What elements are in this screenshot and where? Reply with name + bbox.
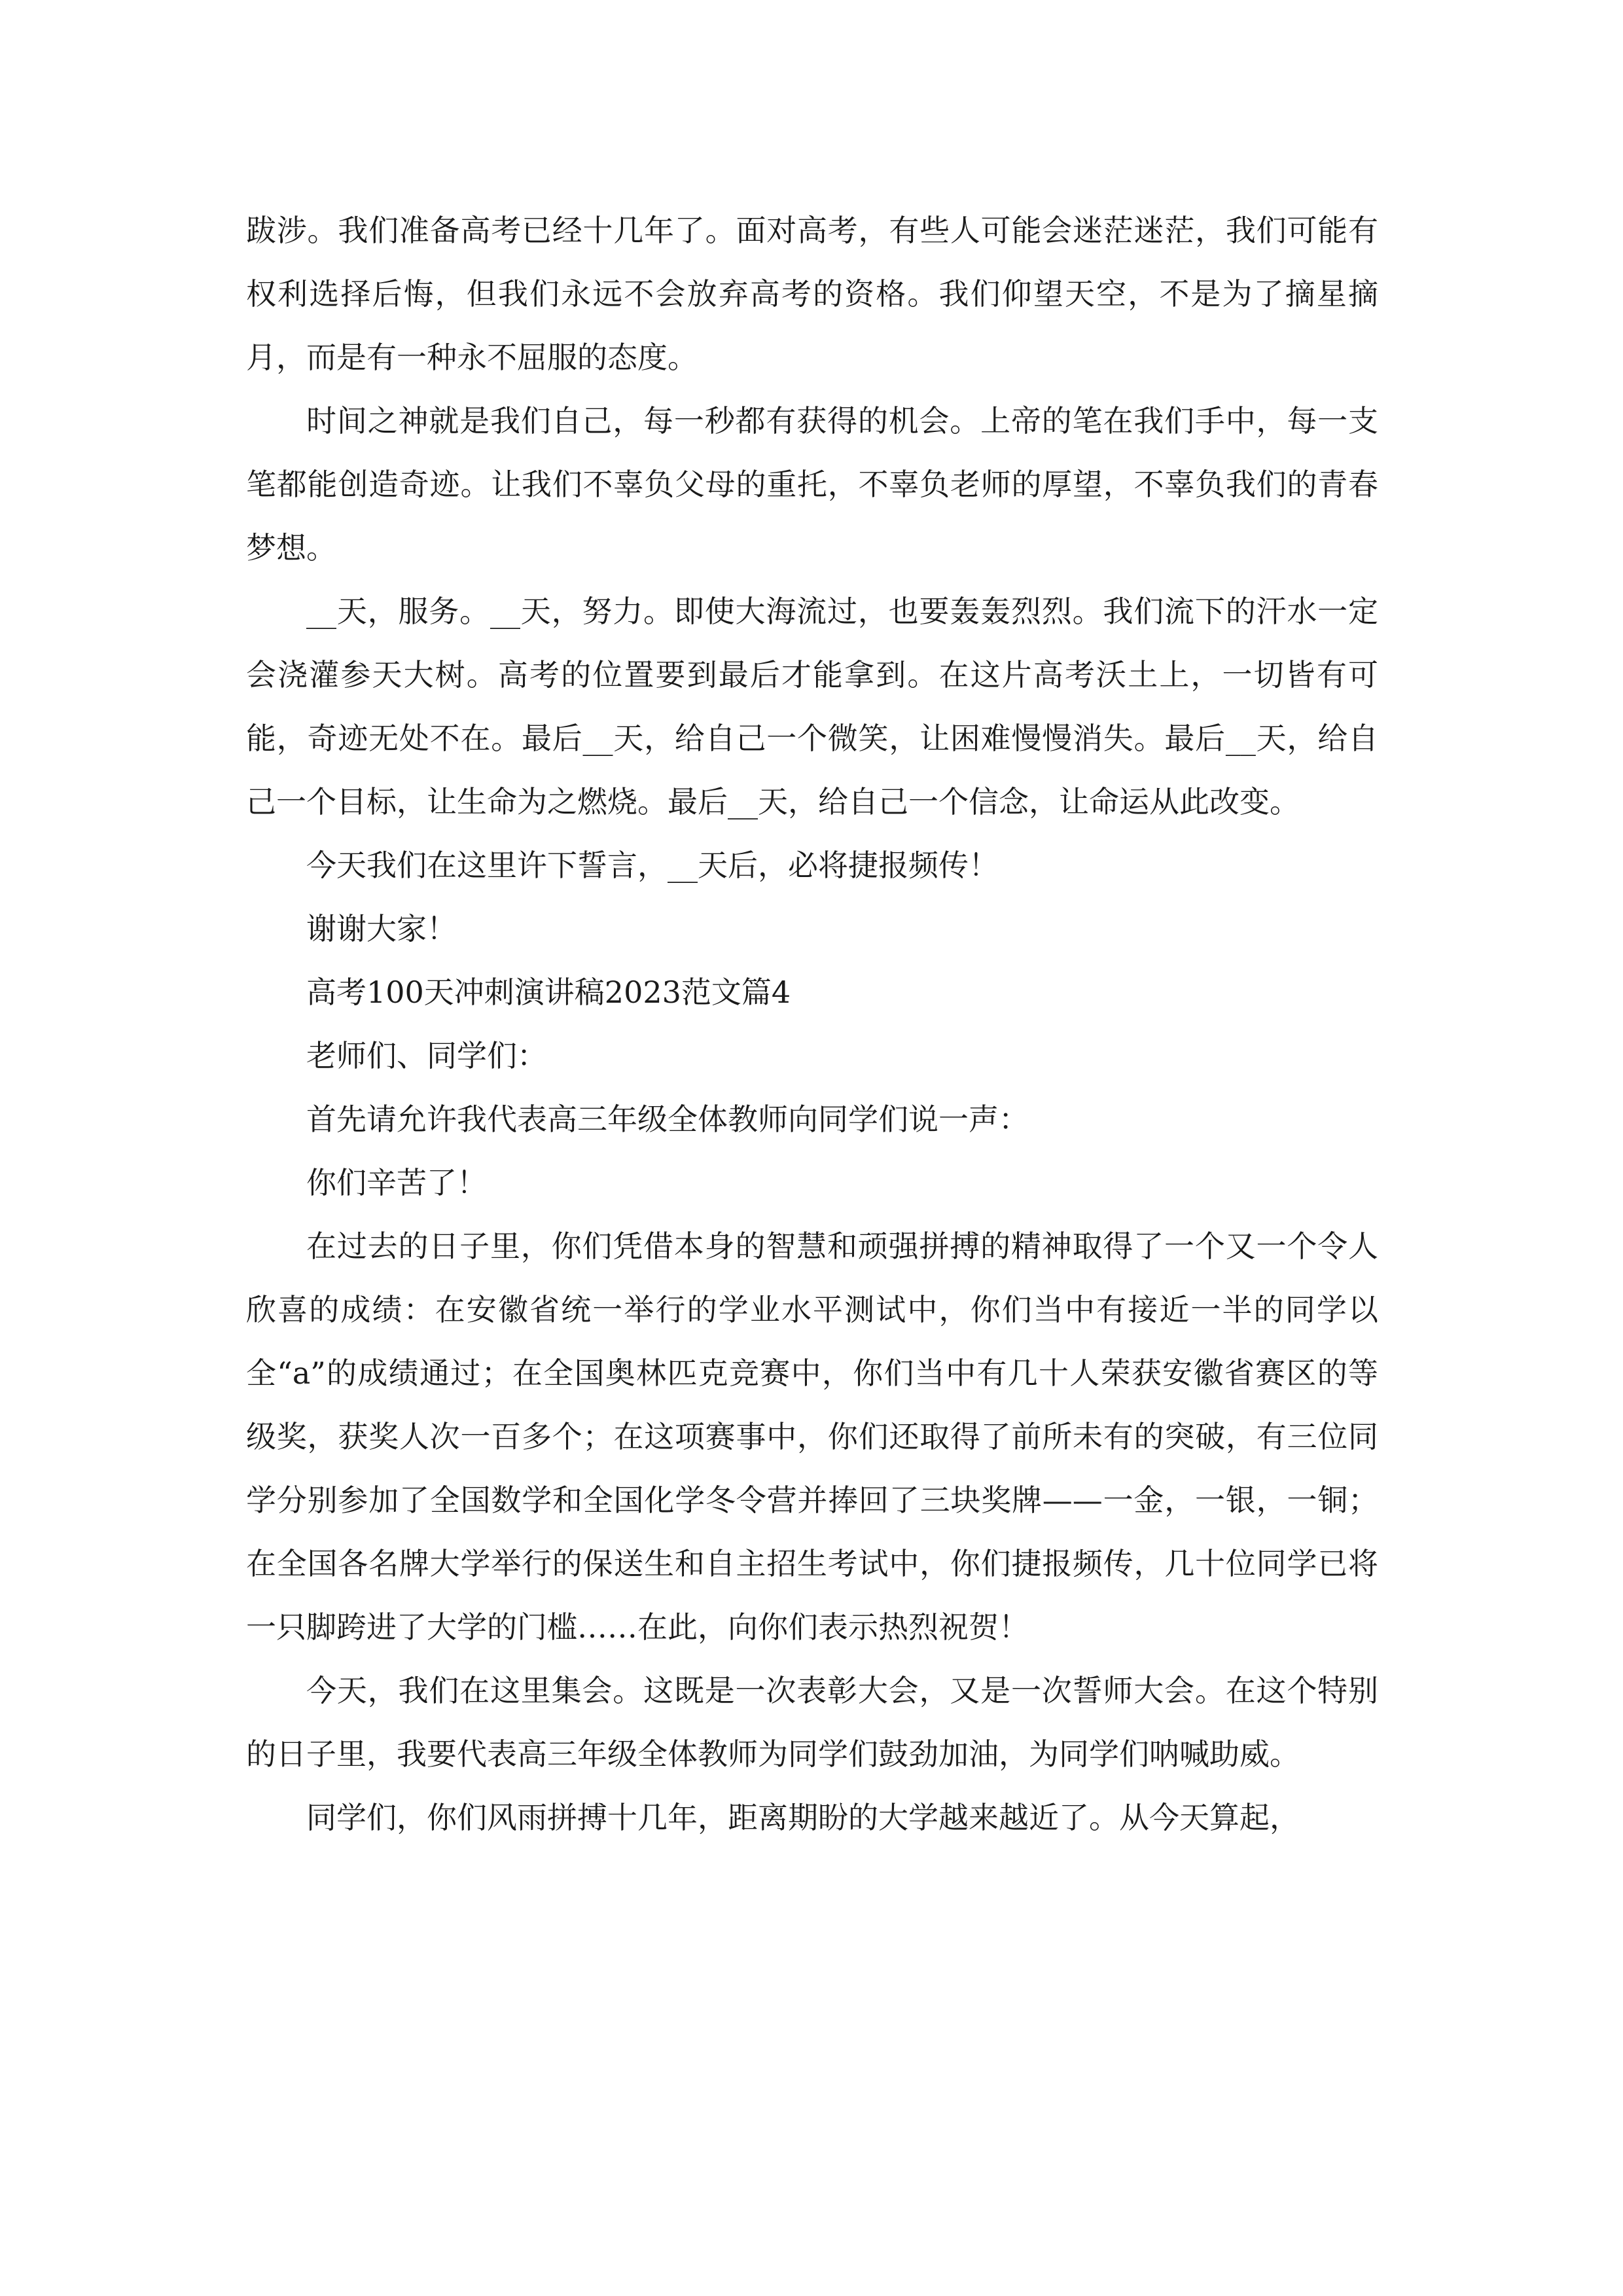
paragraph-achievements: 在过去的日子里，你们凭借本身的智慧和顽强拼搏的精神取得了一个又一个令人欣喜的成绩：在安徽省统一举行的学业水平测试中，你们当中有接近一半的同学以全“a”的成绩通过；在全国奥林匹克竞赛中，你们当中有几十人荣获安徽省赛区的等级奖，获奖人次一百多个；在这项赛事中，你们还取得了前所未有的突破，有三位同学分别参加了全国数学和全国化学冬令营并捧回了三块奖牌——一金，一银，一铜；在全国各名牌大学举行的保送生和自主招生考试中，你们捷报频传，几十位同学已将一只脚跨进了大学的门槛……在此，向你们表示热烈祝贺！	[246, 1229, 1378, 1645]
paragraph-salutation: 老师们、同学们：	[306, 1038, 547, 1073]
paragraph-countdown: __天，服务。__天，努力。即使大海流过，也要轰轰烈烈。我们流下的汗水一定会浇灌参天大树。高考的位置要到最后才能拿到。在这片高考沃土上，一切皆有可能，奇迹无处不在。最后__天，给自己一个微笑，让困难慢慢消失。最后__天，给自己一个目标，让生命为之燃烧。最后__天，给自己一个信念，让命运从此改变。	[246, 594, 1378, 819]
paragraph-greeting: 你们辛苦了！	[306, 1165, 487, 1200]
section-heading: 高考100天冲刺演讲稿2023范文篇4	[306, 975, 791, 1010]
paragraph-assembly: 今天，我们在这里集会。这既是一次表彰大会，又是一次誓师大会。在这个特别的日子里，我要代表高三年级全体教师为同学们鼓劲加油，为同学们呐喊助威。	[246, 1673, 1378, 1772]
paragraph-thanks: 谢谢大家！	[306, 911, 457, 946]
paragraph-continuation: 跋涉。我们准备高考已经十几年了。面对高考，有些人可能会迷茫迷茫，我们可能有权利选择后悔，但我们永远不会放弃高考的资格。我们仰望天空，不是为了摘星摘月，而是有一种永不屈服的态度。	[246, 213, 1378, 375]
document-body	[246, 199, 1378, 1850]
paragraph-opening: 首先请允许我代表高三年级全体教师向同学们说一声：	[306, 1102, 1029, 1137]
paragraph-closing-start: 同学们，你们风雨拼搏十几年，距离期盼的大学越来越近了。从今天算起，	[306, 1800, 1300, 1835]
paragraph-oath: 今天我们在这里许下誓言，__天后，必将捷报频传！	[306, 848, 999, 883]
paragraph-time-god: 时间之神就是我们自己，每一秒都有获得的机会。上帝的笔在我们手中，每一支笔都能创造奇迹。让我们不辜负父母的重托，不辜负老师的厚望，不辜负我们的青春 梦想。	[246, 403, 1378, 565]
